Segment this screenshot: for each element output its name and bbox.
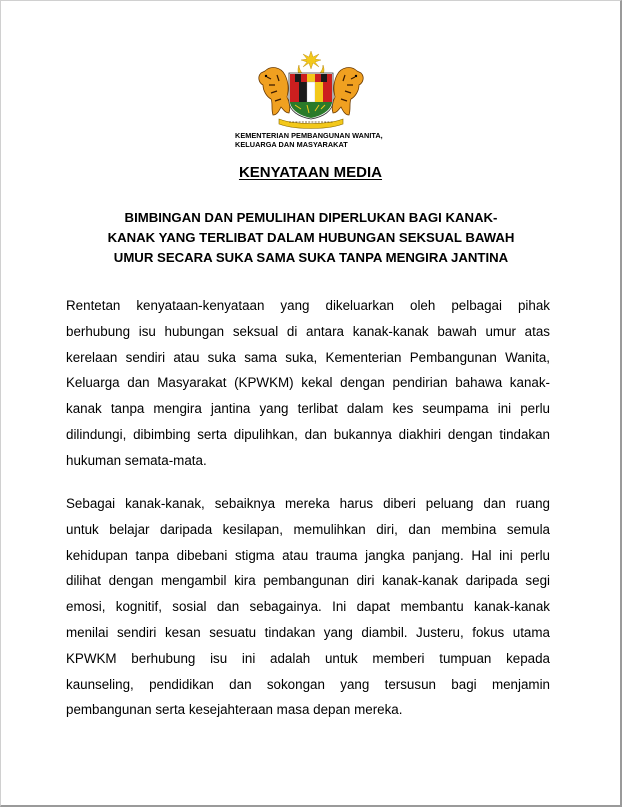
ministry-name-line: KEMENTERIAN PEMBANGUNAN WANITA, <box>235 131 383 140</box>
title-line: UMUR SECARA SUKA SAMA SUKA TANPA MENGIRA JANTINA <box>113 250 509 265</box>
title-line: BIMBINGAN DAN PEMULIHAN DIPERLUKAN BAGI KANAK- <box>124 210 498 225</box>
paragraph-line: kaunseling, pendidikan dan sokongan yang tersusun bagi menjamin <box>66 676 550 692</box>
ministry-name <box>235 131 455 149</box>
paragraph-line: dilindungi, dibimbing serta dipulihkan, dan bukannya diakhiri dengan tindakan <box>66 426 550 442</box>
paragraph-line: Keluarga dan Masyarakat (KPWKM) kekal dengan pendirian bahawa kanak- <box>66 375 550 391</box>
paragraph-line: kanak tanpa mengira jantina yang terlibat dalam kes seumpama ini perlu <box>66 401 550 417</box>
paragraph-line: KPWKM berhubung isu ini adalah untuk memberi tumpuan kepada <box>66 650 550 666</box>
paragraph-line: pembangunan serta kesejahteraan masa depan mereka. <box>66 702 403 718</box>
paragraph-line: untuk belajar daripada kesilapan, memulihkan diri, dan membina semula <box>66 521 550 537</box>
document-heading <box>1 164 620 181</box>
paragraph-line: hukuman semata-mata. <box>66 452 207 468</box>
paragraph-2 <box>66 491 550 723</box>
ministry-name-line: KELUARGA DAN MASYARAKAT <box>235 140 348 149</box>
paragraph-line: emosi, kognitif, sosial dan sebagainya. Ini dapat membantu kanak-kanak <box>66 599 550 615</box>
paragraph-line: berhubung isu hubungan seksual di antara kanak-kanak bawah umur atas <box>66 323 550 339</box>
paragraph-line: Rentetan kenyataan-kenyataan yang dikeluarkan oleh pelbagai pihak <box>66 298 550 313</box>
document-title <box>61 208 561 268</box>
paragraph-line: kerelaan sendiri atau suka sama suka, Kementerian Pembangunan Wanita, <box>66 349 550 365</box>
paragraph-line: menilai sendiri kesan sesuatu tindakan yang diambil. Justeru, fokus utama <box>66 624 550 640</box>
paragraph-line: dilihat dengan mengambil kira pembangunan diri kanak-kanak daripada segi <box>66 573 550 589</box>
title-line: KANAK YANG TERLIBAT DALAM HUBUNGAN SEKSUAL BAWAH <box>107 230 515 245</box>
document-heading-text: KENYATAAN MEDIA <box>238 164 383 181</box>
paragraph-line: kehidupan tanpa dibebani stigma atau trauma jangka panjang. Hal ini perlu <box>66 547 550 563</box>
paragraph-1 <box>66 293 550 474</box>
paragraph-line: Sebagai kanak-kanak, sebaiknya mereka harus diberi peluang dan ruang <box>66 496 550 511</box>
malaysia-coat-of-arms-icon <box>255 51 367 129</box>
